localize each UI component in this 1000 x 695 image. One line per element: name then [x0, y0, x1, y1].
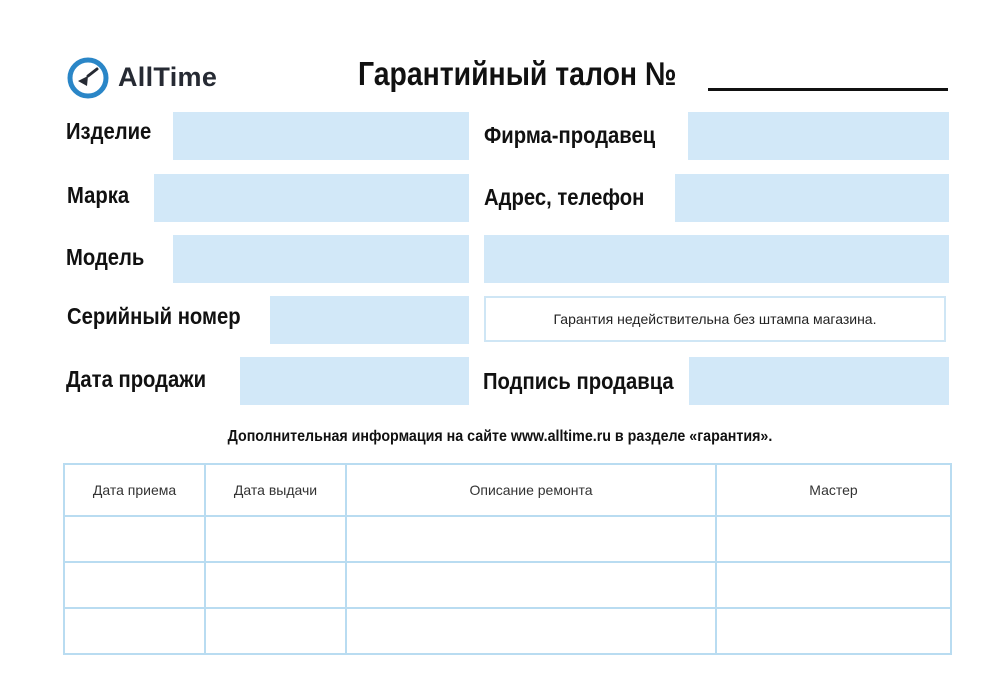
seller-firm-field[interactable]: [688, 112, 949, 160]
model-label: Модель: [66, 244, 145, 270]
product-field[interactable]: [173, 112, 469, 160]
header-receive-date: Дата приема: [64, 464, 205, 516]
address-phone-field[interactable]: [675, 174, 949, 222]
header-repair-description: Описание ремонта: [346, 464, 716, 516]
talon-number-line[interactable]: [708, 88, 948, 91]
table-cell[interactable]: [346, 608, 716, 654]
table-cell[interactable]: [716, 608, 951, 654]
address-extra-field[interactable]: [484, 235, 949, 283]
serial-field[interactable]: [270, 296, 469, 344]
table-row: [64, 562, 951, 608]
sale-date-field[interactable]: [240, 357, 469, 405]
sale-date-label: Дата продажи: [66, 366, 207, 392]
brand-label: Марка: [67, 182, 130, 208]
table-cell[interactable]: [64, 562, 205, 608]
table-cell[interactable]: [205, 608, 346, 654]
table-cell[interactable]: [205, 562, 346, 608]
stamp-note-box: [484, 296, 946, 342]
table-cell[interactable]: [346, 562, 716, 608]
brand-field[interactable]: [154, 174, 469, 222]
table-cell[interactable]: [346, 516, 716, 562]
model-field[interactable]: [173, 235, 469, 283]
address-phone-label: Адрес, телефон: [484, 184, 645, 210]
seller-signature-label: Подпись продавца: [483, 368, 674, 394]
header-issue-date: Дата выдачи: [205, 464, 346, 516]
seller-firm-label: Фирма-продавец: [484, 122, 656, 148]
page-title: Гарантийный талон №: [358, 55, 677, 92]
clock-icon: [66, 56, 110, 100]
serial-label: Серийный номер: [67, 303, 241, 329]
repair-table: [63, 463, 952, 655]
table-row: [64, 608, 951, 654]
table-cell[interactable]: [716, 562, 951, 608]
stamp-note-text: Гарантия недействительна без штампа магазина.: [553, 311, 877, 327]
table-cell[interactable]: [716, 516, 951, 562]
brand-name: AllTime: [118, 62, 218, 92]
table-row: [64, 516, 951, 562]
table-header-row: [64, 464, 951, 516]
product-label: Изделие: [66, 118, 152, 144]
table-cell[interactable]: [64, 516, 205, 562]
alltime-logo: [66, 56, 236, 100]
header-master: Мастер: [716, 464, 951, 516]
seller-signature-field[interactable]: [689, 357, 949, 405]
info-text: Дополнительная информация на сайте www.alltime.ru в разделе «гарантия».: [227, 428, 773, 445]
table-cell[interactable]: [64, 608, 205, 654]
table-cell[interactable]: [205, 516, 346, 562]
